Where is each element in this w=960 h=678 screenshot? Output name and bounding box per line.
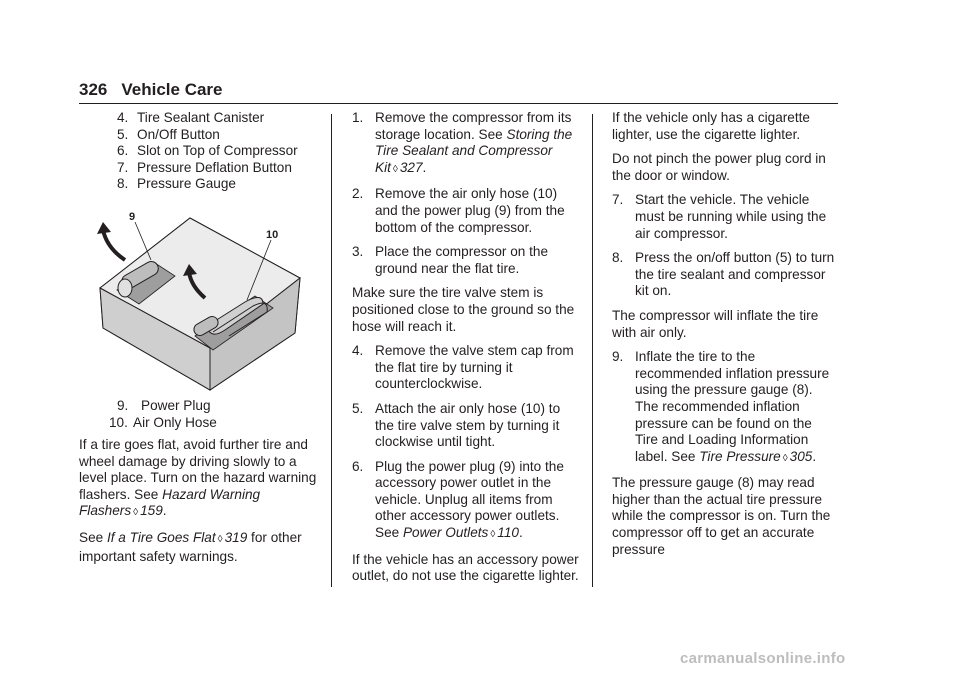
compressor-illustration	[95, 208, 310, 394]
column-3-steps	[612, 110, 837, 566]
step-note: The pressure gauge (8) may read higher than the actual tire pressure while the compressor is on. Turn the compressor off to get an accurate pressure	[612, 475, 831, 557]
paragraph: See If a Tire Goes Flat ◊ 319 for other important safety warnings.	[79, 529, 302, 564]
column-divider-2	[592, 114, 593, 587]
step-note: If the vehicle has an accessory power outlet, do not use the cigarette lighter.	[352, 551, 579, 584]
legend-item: 4. Tire Sealant Canister	[117, 110, 265, 125]
column-1-text	[79, 437, 324, 573]
legend-top	[117, 110, 327, 193]
page-number: 326	[79, 80, 108, 99]
step: 1. Remove the compressor from its storage location. See Storing the Tire Sealant and Compressor Kit ◊ 327.	[352, 110, 573, 175]
column-divider-1	[331, 114, 332, 587]
step-note: Do not pinch the power plug cord in the door or window.	[612, 151, 826, 183]
page-ref-icon: ◊	[217, 533, 223, 545]
legend-bottom	[109, 398, 327, 431]
legend-item: 9. Power Plug	[117, 398, 211, 413]
legend-item: 5. On/Off Button	[117, 126, 220, 142]
page-ref-icon: ◊	[133, 507, 139, 519]
callout-10: 10	[266, 229, 279, 241]
header-rule	[79, 103, 838, 104]
cross-reference-link[interactable]: Tire Pressure	[699, 448, 781, 464]
paragraph: If a tire goes flat, avoid further tire and wheel damage by driving slowly to a level place. Turn on the hazard warning flashers. See Hazard Warning Flashers ◊ 159.	[79, 437, 317, 519]
page-ref-icon: ◊	[782, 452, 788, 464]
step-note: If the vehicle only has a cigarette lighter, use the cigarette lighter.	[612, 110, 810, 142]
page-ref-icon: ◊	[392, 163, 398, 175]
step-note: The compressor will inflate the tire with air only.	[612, 307, 819, 340]
page-header	[79, 80, 223, 100]
step: 9. Inflate the tire to the recommended inflation pressure using the pressure gauge (8). The recommended inflation pressure can be found on the Tire and Loading Information label. See Tire Pressure ◊ 305.	[612, 349, 830, 464]
cross-reference-link[interactable]: Power Outlets	[402, 525, 489, 541]
watermark: carmanualsonline.info	[680, 650, 846, 667]
legend-item: 7. Pressure Deflation Button	[117, 159, 292, 175]
cross-reference-link[interactable]: Hazard Warning Flashers	[79, 486, 261, 519]
step: 3. Place the compressor on the ground near the flat tire.	[352, 244, 549, 276]
step: 4. Remove the valve stem cap from the flat tire by turning it counterclockwise.	[352, 343, 574, 392]
callout-9: 9	[129, 211, 136, 223]
step: 6. Plug the power plug (9) into the accessory power outlet in the vehicle. Unplug all items from other accessory power outlets. See Power Outlets ◊ 110.	[352, 458, 564, 541]
step-note: Make sure the tire valve stem is positioned close to the ground so the hose will reach it.	[352, 285, 575, 334]
step: 5. Attach the air only hose (10) to the tire valve stem by turning it clockwise until tight.	[352, 400, 561, 450]
legend-item: 8. Pressure Gauge	[117, 176, 236, 192]
page-ref-icon: ◊	[490, 529, 496, 541]
cross-reference-link[interactable]: Storing the Tire Sealant and Compressor Kit	[375, 126, 573, 175]
step: 7. Start the vehicle. The vehicle must be running while using the air compressor.	[612, 192, 827, 241]
legend-item: 6. Slot on Top of Compressor	[117, 143, 298, 159]
step: 2. Remove the air only hose (10) and the power plug (9) from the bottom of the compressor.	[352, 186, 565, 235]
legend-item: 10. Air Only Hose	[109, 414, 217, 430]
cross-reference-link[interactable]: If a Tire Goes Flat	[106, 529, 216, 545]
column-2-steps	[352, 110, 582, 593]
step: 8. Press the on/off button (5) to turn the tire sealant and compressor kit on.	[612, 250, 835, 299]
section-title: Vehicle Care	[121, 80, 223, 99]
